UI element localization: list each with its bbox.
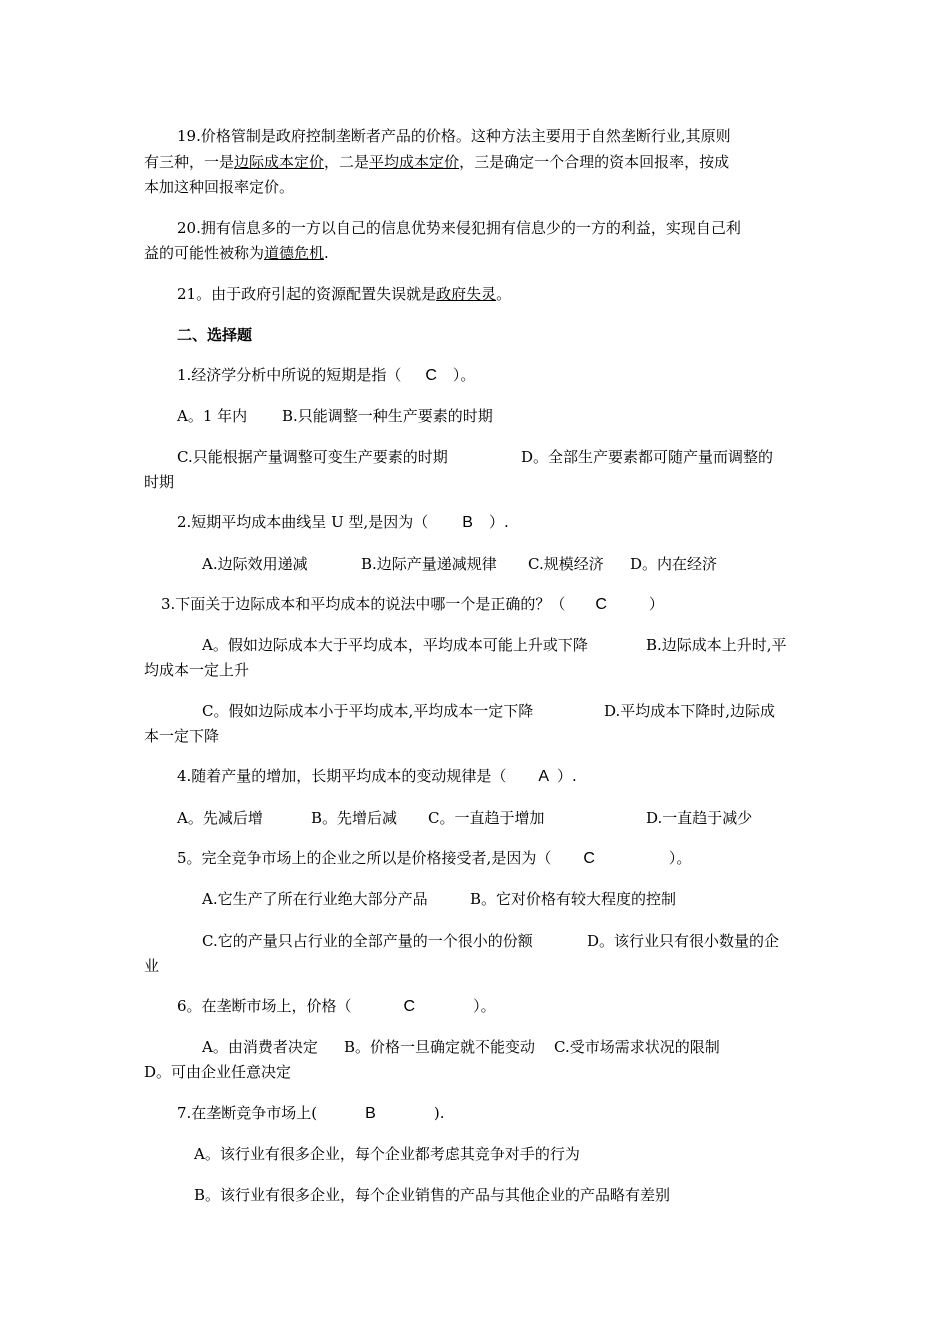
stem-text: 3.下面关于边际成本和平均成本的说法中哪一个是正确的？（ — [161, 595, 566, 613]
close-paren: ）. — [488, 513, 509, 531]
close-paren: ). — [433, 1104, 445, 1122]
question-5-option-d: D。该行业只有很小数量的企 — [587, 932, 780, 950]
question-7-option-b: B。该行业有很多企业，每个企业销售的产品与其他企业的产品略有差别 — [194, 1186, 671, 1204]
question-5-option-d-cont: 业 — [144, 957, 160, 975]
question-3-option-a: A。假如边际成本大于平均成本，平均成本可能上升或下降 — [202, 636, 588, 654]
answer-letter: B — [365, 1105, 376, 1122]
question-4-option-b: B。先增后减 — [311, 809, 398, 827]
question-3-option-b: B.边际成本上升时,平 — [646, 636, 787, 654]
answer-government-failure: 政府失灵 — [436, 285, 497, 303]
stem-text: 2.短期平均成本曲线呈 U 型,是因为（ — [177, 513, 429, 531]
answer-marginal-cost-pricing: 边际成本定价 — [234, 153, 325, 171]
question-1-option-d: D。全部生产要素都可随产量而调整的 — [521, 448, 774, 466]
close-paren: ）。 — [473, 997, 496, 1015]
fill-in-19-line1: 19.价格管制是政府控制垄断者产品的价格。这种方法主要用于自然垄断行业,其原则 — [177, 127, 731, 145]
answer-letter: C — [403, 998, 416, 1015]
answer-letter: C — [425, 367, 437, 384]
text: 益的可能性被称为 — [144, 244, 265, 262]
text: . — [324, 244, 329, 262]
stem-text: 1.经济学分析中所说的短期是指（ — [177, 366, 402, 384]
fill-in-21-line1 — [177, 284, 511, 304]
text: ，二是 — [324, 153, 370, 171]
answer-average-cost-pricing: 平均成本定价 — [369, 153, 460, 171]
answer-moral-hazard: 道德危机 — [264, 244, 325, 262]
question-7-stem — [177, 1103, 444, 1124]
answer-letter: A — [538, 768, 549, 785]
stem-text: 4.随着产量的增加，长期平均成本的变动规律是（ — [177, 767, 507, 785]
answer-letter: C — [595, 596, 607, 613]
question-1-option-a: A。1 年内 — [177, 407, 248, 425]
question-1-stem — [177, 365, 475, 386]
question-7-option-a: A。该行业有很多企业，每个企业都考虑其竞争对手的行为 — [194, 1145, 580, 1163]
question-6-option-d: D。可由企业任意决定 — [144, 1063, 292, 1081]
text: 有三种，一是 — [144, 153, 235, 171]
close-paren: ） — [648, 595, 664, 613]
fill-in-19-line2 — [144, 152, 729, 172]
text: ，三是确定一个合理的资本回报率，按成 — [459, 153, 730, 171]
close-paren: ）。 — [452, 366, 476, 384]
question-6-option-a: A。由消费者决定 — [202, 1038, 318, 1056]
question-6-stem — [177, 996, 496, 1017]
stem-text: 5。完全竞争市场上的企业之所以是价格接受者,是因为（ — [177, 849, 552, 867]
close-paren: ）。 — [668, 849, 692, 867]
question-4-option-d: D.一直趋于减少 — [646, 809, 753, 827]
question-1-option-d-cont: 时期 — [144, 473, 175, 491]
question-2-option-b: B.边际产量递减规律 — [361, 555, 497, 573]
question-5-stem — [177, 848, 691, 869]
text: 21。由于政府引起的资源配置失误就是 — [177, 285, 437, 303]
question-2-stem — [177, 512, 509, 533]
question-3-stem — [161, 594, 664, 615]
question-2-option-a: A.边际效用递减 — [202, 555, 308, 573]
question-3-option-c: C。假如边际成本小于平均成本,平均成本一定下降 — [202, 702, 534, 720]
question-3-option-d: D.平均成本下降时,边际成 — [604, 702, 776, 720]
question-1-option-c: C.只能根据产量调整可变生产要素的时期 — [177, 448, 448, 466]
stem-text: 7.在垄断竞争市场上( — [177, 1104, 318, 1122]
question-5-option-b: B。它对价格有较大程度的控制 — [470, 890, 677, 908]
fill-in-19-line3: 本加这种回报率定价。 — [144, 178, 295, 196]
question-2-option-c: C.规模经济 — [528, 555, 604, 573]
question-5-option-a: A.它生产了所在行业绝大部分产品 — [202, 890, 428, 908]
section-title: 二、选择题 — [177, 326, 253, 344]
answer-letter: B — [462, 514, 473, 531]
fill-in-20-line1: 20.拥有信息多的一方以自己的信息优势来侵犯拥有信息少的一方的利益，实现自己利 — [177, 219, 741, 237]
question-4-stem — [177, 766, 577, 787]
text: 。 — [496, 285, 512, 303]
question-6-option-c: C.受市场需求状况的限制 — [554, 1038, 720, 1056]
question-4-option-a: A。先减后增 — [177, 809, 263, 827]
question-6-option-b: B。价格一旦确定就不能变动 — [344, 1038, 536, 1056]
question-1-option-b: B.只能调整一种生产要素的时期 — [282, 407, 493, 425]
question-3-option-b-cont: 均成本一定上升 — [144, 661, 250, 679]
question-2-option-d: D。内在经济 — [630, 555, 718, 573]
question-4-option-c: C。一直趋于增加 — [428, 809, 545, 827]
answer-letter: C — [583, 850, 595, 867]
question-5-option-c: C.它的产量只占行业的全部产量的一个很小的份额 — [202, 932, 533, 950]
question-3-option-d-cont: 本一定下降 — [144, 727, 220, 745]
fill-in-20-line2 — [144, 243, 329, 263]
stem-text: 6。在垄断市场上，价格（ — [177, 997, 352, 1015]
close-paren: ）. — [557, 767, 577, 785]
